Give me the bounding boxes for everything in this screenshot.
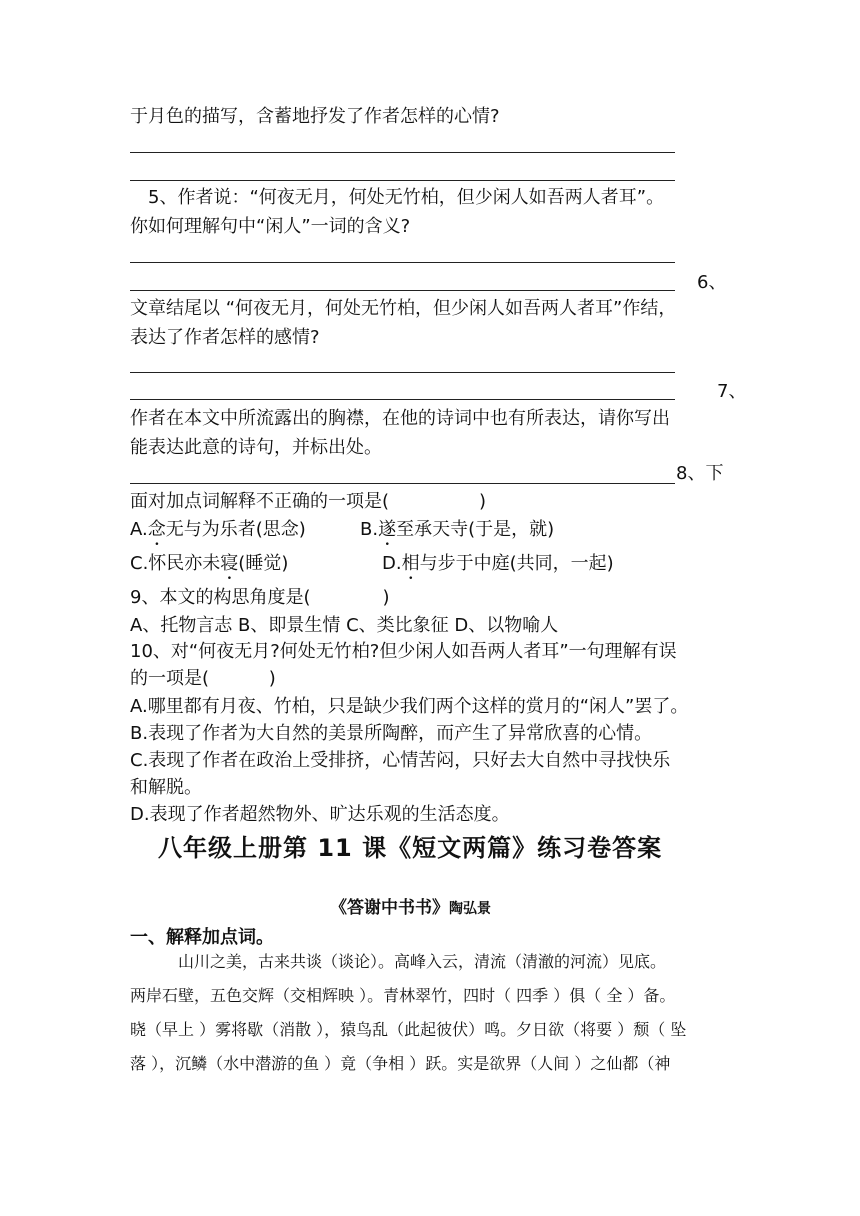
question-10-option-d: D.表现了作者超然物外、旷达乐观的生活态度。 [130,804,510,825]
answer-line [130,483,675,484]
question-7-line2: 能表达此意的诗句，并标出处。 [130,437,382,458]
question-8-option-a: A.念无与为乐者(思念) [130,519,306,540]
answer-line-4: 落 ），沉鳞（水中潜游的鱼 ）竟（争相 ）跃。实是欲界（人间 ）之仙都（神 [130,1054,671,1073]
question-10-line1: 10、对“何夜无月?何处无竹柏?但少闲人如吾两人者耳”一句理解有误 [130,641,677,662]
question-10-option-a: A.哪里都有月夜、竹柏，只是缺少我们两个这样的赏月的“闲人”罢了。 [130,696,689,717]
answer-key-title: 八年级上册第 11 课《短文两篇》练习卷答案 [158,834,663,862]
question-6-line1: 文章结尾以 “何夜无月，何处无竹柏，但少闲人如吾两人者耳”作结， [130,298,677,319]
question-6-line2: 表达了作者怎样的感情? [130,327,320,348]
answer-line-3: 晓（早上 ）雾将歇（消散 ），猿鸟乱（此起彼伏）鸣。夕日欲（将要 ）颓（ 坠 [130,1020,687,1039]
question-10-line2: 的一项是( ) [130,668,276,689]
subtitle-text: 《答谢中书书》 [330,898,449,918]
question-8-option-c: C.怀民亦未寝(睡觉) [130,553,289,574]
question-7-line1: 作者在本文中所流露出的胸襟，在他的诗词中也有所表达，请你写出 [130,408,670,429]
question-8-stem: 面对加点词解释不正确的一项是( ) [130,491,487,512]
question-10-option-c-line2: 和解脱。 [130,777,202,798]
question-10-option-b: B.表现了作者为大自然的美景所陶醉，而产生了异常欣喜的心情。 [130,723,653,744]
question-7-number: 7、 [717,381,747,402]
question-9-stem: 9、本文的构思角度是( ) [130,587,390,608]
question-10-option-c-line1: C.表现了作者在政治上受排挤，心情苦闷，只好去大自然中寻找快乐 [130,750,671,771]
answer-line [130,372,675,373]
answer-line [130,290,675,291]
answer-line-2: 两岸石壁，五色交辉（交相辉映 ）。青林翠竹，四时（ 四季 ）俱（ 全 ）备。 [130,986,676,1005]
answer-line [130,262,675,263]
question-5-line1: 5、作者说：“何夜无月，何处无竹柏，但少闲人如吾两人者耳”。 [130,187,665,208]
question-4-tail: 于月色的描写，含蓄地抒发了作者怎样的心情? [130,106,500,127]
question-6-number: 6、 [697,272,727,293]
section-heading: 一、解释加点词。 [130,927,274,948]
lesson-subtitle [330,893,491,918]
question-8-option-d: D.相与步于中庭(共同，一起) [382,553,614,574]
question-8-number: 8、下 [676,463,724,484]
question-8-option-b: B.遂至承天寺(于是，就) [360,519,555,540]
answer-line [130,180,675,181]
question-5-line2: 你如何理解句中“闲人”一词的含义? [130,216,411,237]
question-9-options: A、托物言志 B、即景生情 C、类比象征 D、以物喻人 [130,615,559,636]
answer-line [130,152,675,153]
answer-line [130,399,675,400]
subtitle-author: 陶弘景 [449,901,491,917]
answer-line-1: 山川之美，古来共谈（谈论）。高峰入云，清流（清澈的河流）见底。 [130,952,667,971]
